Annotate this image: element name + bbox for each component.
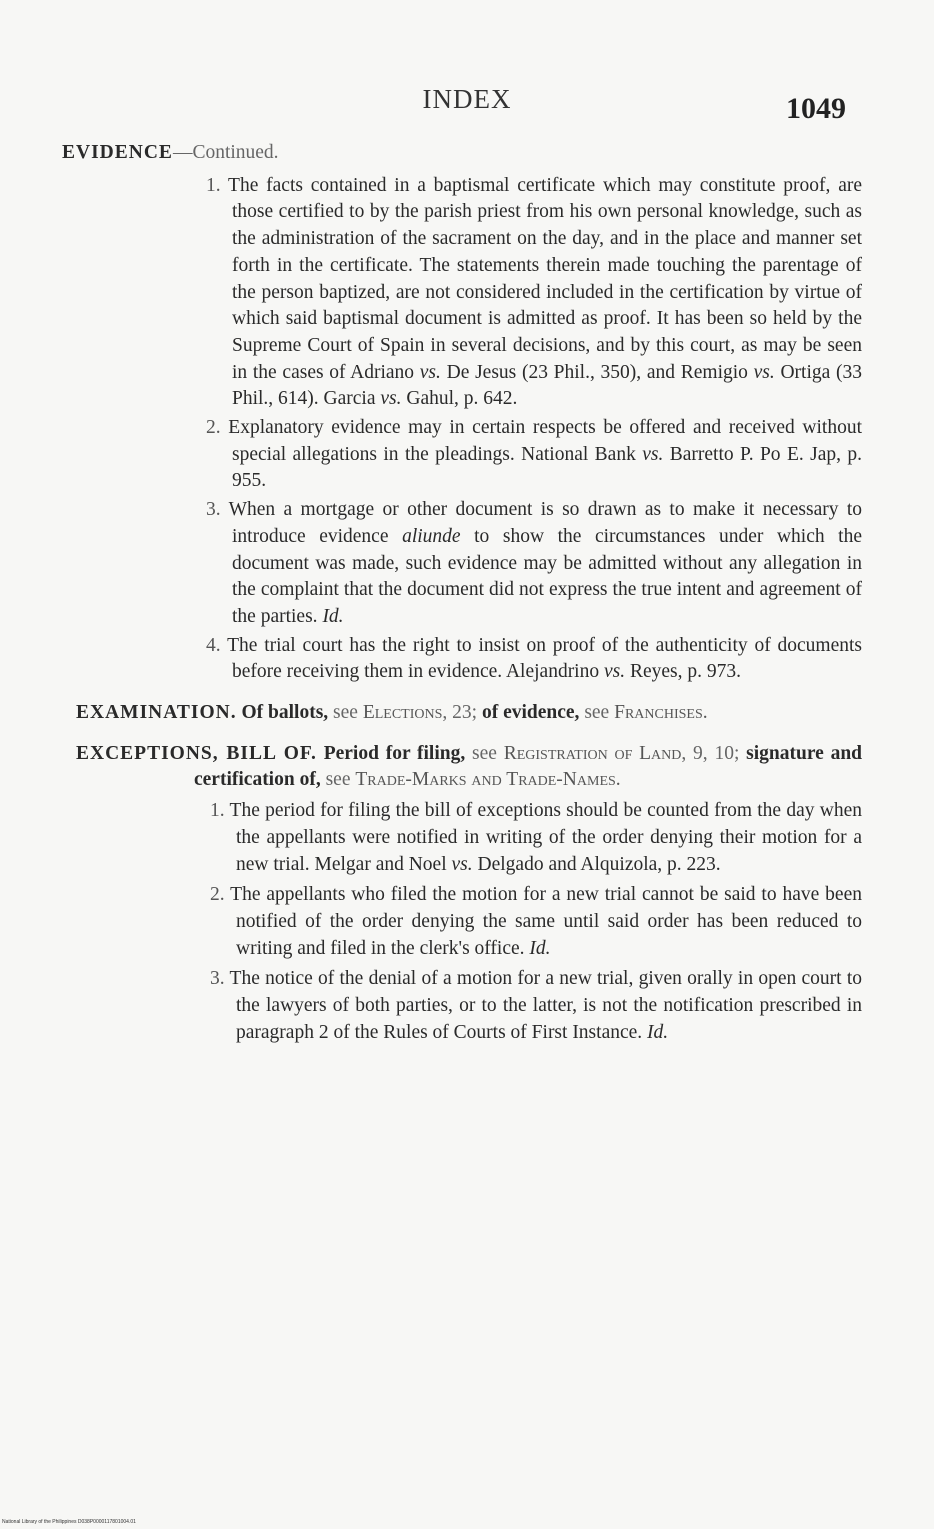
examination-title: EXAMINATION. [76, 702, 237, 724]
index-content [62, 140, 862, 1049]
running-title: INDEX [422, 84, 512, 114]
evidence-item-2: 2. Explanatory evidence may in certain respects be offered and received without special allegations in the pleadings. National Bank vs. Barretto P. Po E. Jap, p. 955. [206, 417, 863, 492]
exceptions-entry: EXCEPTIONS, BILL OF. Period for filing, see Registration of Land, 9, 10; signature and certification of, see Trade-Marks and Trade-Names. [76, 742, 863, 791]
scan-footer: National Library of the Philippines D038P0000117801004.01 [2, 1519, 136, 1525]
evidence-item-4: 4. The trial court has the right to insist on proof of the authenticity of documents before receiving them in evidence. Alejandrino vs. Reyes, p. 973. [206, 634, 862, 683]
exceptions-item-3: 3. The notice of the denial of a motion for a new trial, given orally in open court to the lawyers of both parties, or to the latter, is not the notification prescribed in paragraph 2 of the Rules of Courts of First Instance. Id. [210, 968, 862, 1043]
evidence-item-3: 3. When a mortgage or other document is so drawn as to make it necessary to introduce evidence aliunde to show the circumstances under which the document was made, such evidence may be admitted without any allegation in the complaint that the document did not express the true intent and agreement of the parties. Id. [206, 499, 862, 627]
continued-label: —Continued. [172, 142, 279, 163]
evidence-item-1: 1. The facts contained in a baptismal certificate which may constitute proof, are those certified to by the parish priest from his own personal knowledge, such as the administration of the sacrament on the day, and in the place and manner set forth in the certificate. The statements therein made touching the parentage of the person baptized, are not considered included in the certification by virtue of which said baptismal document is admitted as proof. It has been so held by the Supreme Court of Spain in several decisions, and by this court, as may be seen in the cases of Adriano vs. De Jesus (23 Phil., 350), and Remigio vs. Ortiga (33 Phil., 614). Garcia vs. Gahul, p. 642. [206, 174, 863, 410]
exceptions-item-1: 1. The period for filing the bill of exceptions should be counted from the day when the appellants were notified in writing of the order denying their motion for a new trial. Melgar and Noel vs. Delgado and Alquizola, p. 223. [210, 800, 862, 875]
examination-entry: EXAMINATION. Of ballots, see Elections, 23; of evidence, see Franchises. [76, 702, 708, 724]
evidence-heading [62, 140, 862, 167]
exceptions-title: EXCEPTIONS, BILL OF. [76, 742, 317, 764]
exceptions-item-2: 2. The appellants who filed the motion for a new trial cannot be said to have been notified of the order denying the same until said order has been reduced to writing and filed in the clerk's office. Id. [210, 884, 862, 959]
evidence-title: EVIDENCE [62, 142, 173, 163]
page-number: 1049 [786, 92, 846, 125]
